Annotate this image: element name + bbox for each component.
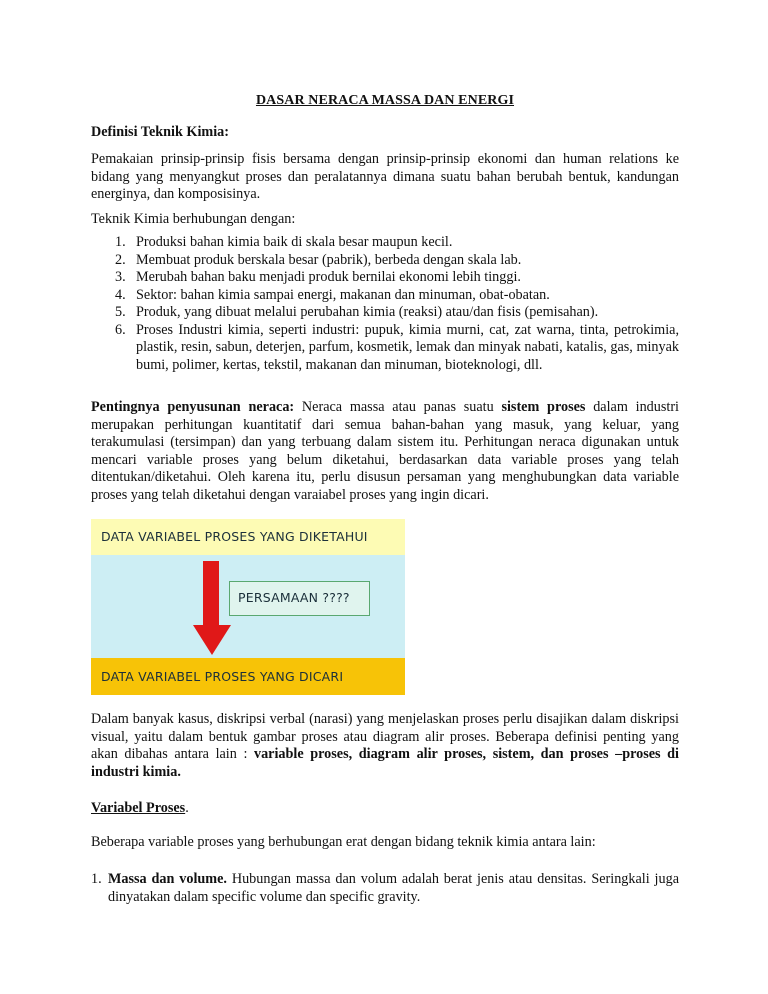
list-item: 4. Sektor: bahan kimia sampai energi, makanan dan minuman, obat-obatan. <box>115 286 550 303</box>
down-arrow-icon <box>191 559 233 659</box>
list-item: 3. Merubah bahan baku menjadi produk bernilai ekonomi lebih tinggi. <box>115 269 521 285</box>
variabel-intro: Beberapa variable proses yang berhubungan erat dengan bidang teknik kimia antara lain: <box>91 834 596 850</box>
document-title: DASAR NERACA MASSA DAN ENERGI <box>255 93 515 108</box>
kasus-paragraph: Dalam banyak kasus, diskripsi verbal (narasi) yang menjelaskan proses perlu disajikan dalam diskripsi visual, yaitu dalam bentuk gambar proses atau diagram alir proses. Beberapa definisi penting yang akan dibahas antara lain : variable proses, diagram alir proses, sistem, dan proses –proses di industri kimia. <box>91 711 679 780</box>
variabel-heading: Variabel Proses <box>91 800 186 816</box>
known-variables-band <box>91 519 405 555</box>
variabel-heading-line: Variabel Proses. <box>91 800 189 816</box>
sought-variables-band <box>91 658 405 695</box>
hubungan-list <box>91 234 679 374</box>
definisi-heading: Definisi Teknik Kimia: <box>91 124 229 140</box>
equation-box <box>229 581 370 616</box>
known-variables-label: DATA VARIABEL PROSES YANG DIKETAHUI <box>101 529 368 544</box>
sought-variables-label: DATA VARIABEL PROSES YANG DICARI <box>101 669 344 684</box>
pentingnya-paragraph: Pentingnya penyusunan neraca: Neraca massa atau panas suatu sistem proses dalam industri merupakan perhitungan kuantitatif dari semua bahan-bahan yang masuk, yang keluar, yang terakumulasi (tersimpan) dan yang terbuang dalam sistem itu. Perhitungan neraca digunakan untuk mencari variable proses yang belum diketahui, berdasarkan data variable proses yang telah ditentukan/diketahui. Oleh karena itu, perlu disusun persaman yang menghubungkan data variable proses yang telah diketahui dengan varaiabel proses yang ingin dicari. <box>91 399 679 503</box>
list-item: 2. Membuat produk berskala besar (pabrik), berbeda dengan skala lab. <box>115 251 522 268</box>
variabel-item-1: 1. Massa dan volume. Hubungan massa dan volum adalah berat jenis atau densitas. Seringkali juga dinyatakan dalam specific volume dan specific gravity. <box>91 871 679 905</box>
definisi-text: Pemakaian prinsip-prinsip fisis bersama dengan prinsip-prinsip ekonomi dan human relations ke bidang yang menyangkut proses dan peralatannya dimana suatu bahan berubah bentuk, kandungan energinya, dan komposisinya. <box>91 151 679 202</box>
process-diagram <box>91 519 405 695</box>
hubungan-intro: Teknik Kimia berhubungan dengan: <box>91 211 296 227</box>
pentingnya-heading: Pentingnya penyusunan neraca: <box>91 399 295 415</box>
equation-label: PERSAMAAN ???? <box>238 590 350 605</box>
list-item: 1. Produksi bahan kimia baik di skala besar maupun kecil. <box>115 234 453 250</box>
list-item: 6. Proses Industri kimia, seperti industri: pupuk, kimia murni, cat, zat warna, tinta, petrokimia, plastik, resin, sabun, deterjen, parfum, kosmetik, lemak dan minyak nabati, katalis, gas, minyak bumi, polimer, kertas, tekstil, makanan dan minuman, bioteknologi, dll. <box>115 321 679 373</box>
list-item: 5. Produk, yang dibuat melalui perubahan kimia (reaksi) atau/dan fisis (pemisahan). <box>115 304 599 320</box>
